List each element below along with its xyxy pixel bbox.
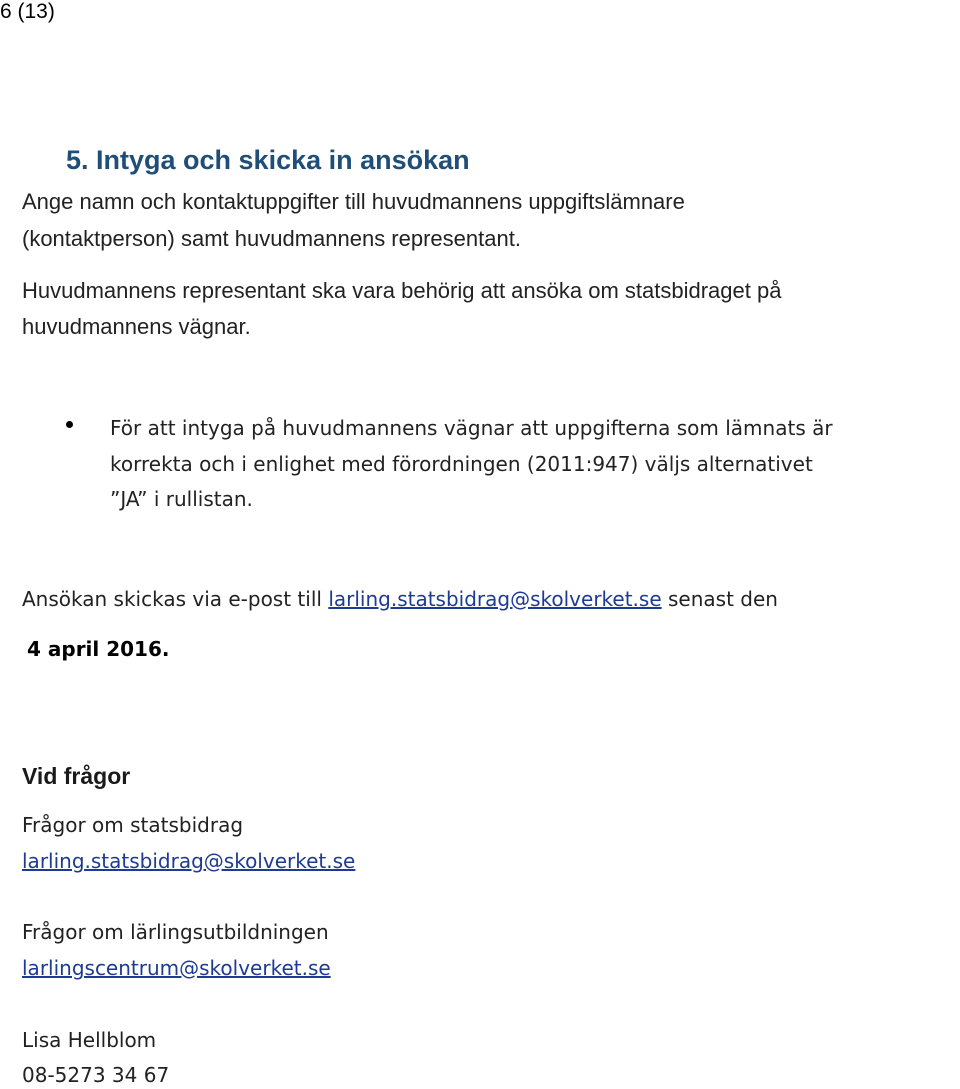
- grant-questions-email-line: [22, 847, 355, 875]
- intro-line: Ange namn och kontaktuppgifter till huvudmannens uppgiftslämnare: [22, 189, 685, 214]
- submission-text-after: senast den: [661, 587, 778, 611]
- page-number: 6 (13): [0, 0, 55, 23]
- training-questions-email-line: [22, 954, 331, 982]
- training-questions-email-link[interactable]: larlingscentrum@skolverket.se: [22, 956, 331, 980]
- submission-email-link[interactable]: larling.statsbidrag@skolverket.se: [328, 587, 662, 611]
- contact-person-phone: 08-5273 34 67: [22, 1063, 170, 1087]
- submission-line: [22, 585, 778, 613]
- submission-text-before: Ansökan skickas via e-post till: [22, 587, 329, 611]
- section-heading: 5. Intyga och skicka in ansökan: [66, 145, 470, 175]
- bullet-text-line: ”JA” i rullistan.: [110, 487, 253, 511]
- grant-questions-email-link[interactable]: larling.statsbidrag@skolverket.se: [22, 849, 356, 873]
- intro-line: huvudmannens vägnar.: [22, 314, 251, 339]
- contact-heading: Vid frågor: [22, 763, 131, 789]
- training-questions-label: Frågor om lärlingsutbildningen: [22, 920, 329, 944]
- bullet-icon: [66, 421, 73, 428]
- bullet-text-line: För att intyga på huvudmannens vägnar att uppgifterna som lämnats är: [110, 416, 833, 440]
- bullet-text-line: korrekta och i enlighet med förordningen (2011:947) väljs alternativet: [110, 452, 813, 476]
- intro-line: (kontaktperson) samt huvudmannens representant.: [22, 226, 521, 251]
- deadline-date: 4 april 2016.: [27, 637, 170, 661]
- grant-questions-label: Frågor om statsbidrag: [22, 813, 244, 837]
- contact-person-name: Lisa Hellblom: [22, 1028, 157, 1052]
- intro-line: Huvudmannens representant ska vara behörig att ansöka om statsbidraget på: [22, 278, 782, 303]
